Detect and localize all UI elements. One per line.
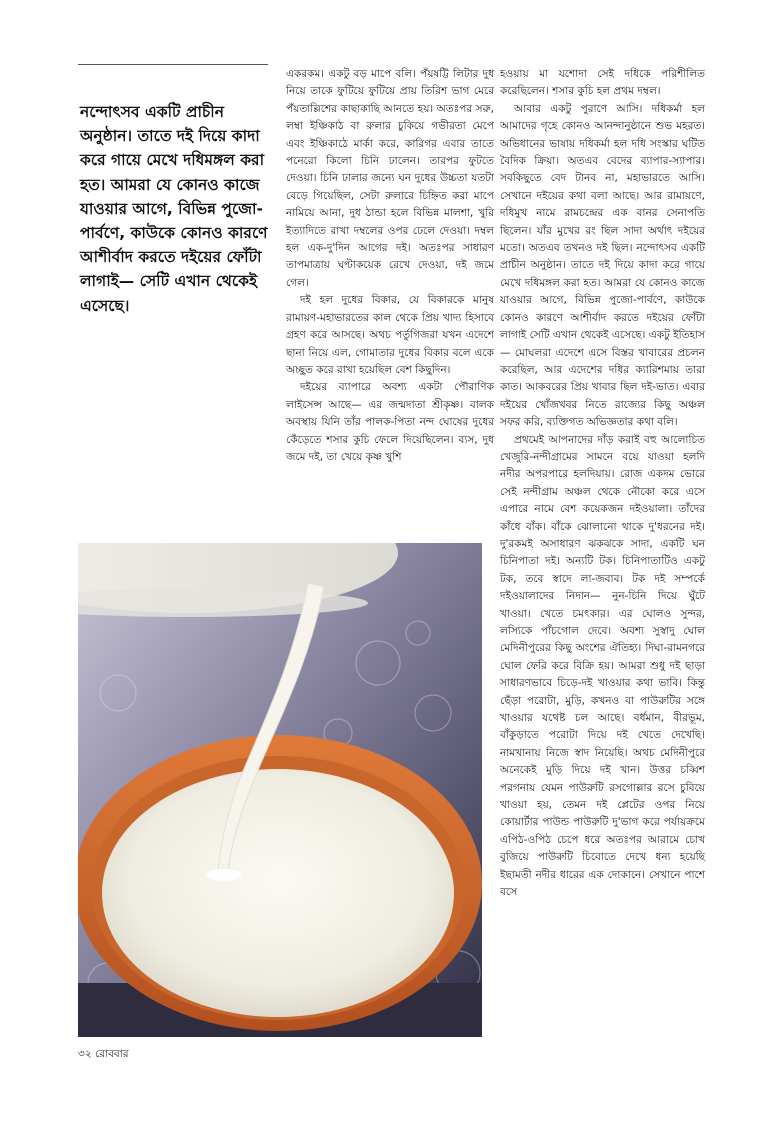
paragraph: হওয়ায় মা যশোদা সেই দধিকে পরিশীলিত করেছিলেন। শসার কুচি হল প্রথম দম্বল। xyxy=(500,68,705,98)
yogurt-pouring-photo xyxy=(78,543,482,1037)
paragraph: আবার একটু পুরাণে আসি। দধিকর্মা হল আমাদের গৃহে কোনও আনন্দানুষ্ঠানে শুভ মহরত। অভিধানের ভাষায় দধিকর্মা হল দধি সংস্কার ঘটিত বৈদিক ক্রিয়া। অতএব বেদের ব্যাপার-স্যাপার। সবকিছুতে বেদ টানব না, মহাভারতে আসি। সেখানে দইয়ের কথা বলা আছে। আর রামায়ণে, দধিমুখ নামে রামচন্দ্রের এক বানর সেনাপতি ছিলেন। যাঁর মুখের রং ছিল সাদা অর্থাৎ দইয়ের মতো। অতএব তখনও দই ছিল। নন্দোৎসব একটি প্রাচীন অনুষ্ঠান। তাতে দই দিয়ে কাদা করে গায়ে মেখে দধিমঙ্গল করা হত। আমরা যে কোনও কাজে যাওয়ার আগে, বিভিন্ন পুজো-পার্বণে, কাউকে কোনও কারণে আশীর্বাদ করতে দইয়ের ফোঁটা লাগাই সেটি এখান থেকেই এসেছে। একটু ইতিহাস— মোঘলরা এদেশে এসে বিস্তর খাবারের প্রচলন করেছিল, আর এদেশের দধির ক্যারিশমায় তারা কাত। আকবরের প্রিয় খাবার ছিল দই-ভাত। এবার দইয়ের খোঁজখবর নিতে রাজ্যের কিছু অঞ্চল সফর করি, ব্যক্তিগত অভিজ্ঞতার কথা বলি। xyxy=(500,102,705,429)
paragraph: একরকম। একটু বড় মাপে বলি। পঁয়ষট্টি লিটার দুধ নিয়ে তাকে ফুটিয়ে ফুটিয়ে প্রায় তিরিশ ভাগ মেরে পঁয়তাল্লিশের কাছাকাছি আনতে হয়। অতঃপর সরু, লম্বা ইঞ্চিকাঠ বা রুলার চুকিয়ে গভীরতা মেপে এবং ইঞ্চিকাঠে মার্কা করে, কারিগর এবার তাতে পনেরো কিলো চিনি ঢালেন। তারপর ফুটতে দেওয়া। চিনি ঢালার জন্যে ঘন দুধের উচ্চতা যতটা বেড়ে গিয়েছিল, সেটা রুলারে চিহ্নিত করা মাপে নামিয়ে আনা, দুধ ঠান্ডা হলে বিভিন্ন মালশা, খুরি ইত্যাদিতে রাখা দম্বলের ওপর ঢেলে দেওয়া। দম্বল হল এক-দু'দিন আগের দই। অতঃপর সাধারণ তাপমাত্রায় ঘণ্টাকয়েক রেখে দেওয়া, দই জমে গেল। xyxy=(286,68,494,289)
article-column-middle xyxy=(286,66,494,466)
article-column-right xyxy=(500,66,705,902)
top-rule xyxy=(78,64,268,65)
page-footer: ৩২ রোববার xyxy=(78,1048,129,1060)
paragraph: প্রথমেই আপনাদের দাঁড় করাই বহু আলোচিত খেজুরি-নন্দীগ্রামের সামনে বয়ে যাওয়া হলদি নদীর অপরপারে হলদিয়ায়। রোজ একদম ভোরে সেই নন্দীগ্রাম অঞ্চল থেকে নৌকো করে এসে এপারে নামে বেশ কয়েকজন দইওয়ালা। তাঁদের কাঁধে বাঁক। বাঁকে ঝোলানো থাকে দু'ধরনের দই। দু'রকমই অসাধারণ ঝকঝকে সাদা, একটি ঘন চিনিপাতা দই। অন্যটি টক। চিনিপাতাটিও একটু টক, তবে স্বাদে লা-জবাব। টক দই সম্পর্কে দইওয়ালাদের নিদান— নুন-চিনি দিয়ে ঘুঁটে খাওয়া। খেতে চমৎকার। এর ঘোলও সুন্দর, লস্যিকে পাঁচগোল দেবে। অবশ্য সুস্বাদু ঘোল মেদিনীপুরের কিছু অংশের ঐতিহ্য। দিঘা-রামনগরে ঘোল ফেরি করে বিক্রি হয়। আমরা শুধু দই ছাড়া সাধারণভাবে চিড়ে-দই খাওয়ার কথা ভাবি। কিন্তু ছেঁড়া পরোটা, মুড়ি, কখনও বা পাউরুটির সঙ্গে খাওয়ার যথেষ্ট চল আছে। বর্ধমান, বীরভূম, বাঁকুড়াতে পরোটা দিয়ে দই খেতে দেখেছি। নামখানায় নিজে স্বাদ নিয়েছি। অথচ মেদিনীপুরে অনেকেই মুড়ি দিয়ে দই খান। উত্তর চব্বিশ পরগনায় যেমন পাউরুটি রসগোল্লার রসে চুবিয়ে খাওয়া হয়, তেমন দই প্লেটের ওপর নিয়ে কোয়ার্টার পাউন্ড পাউরুটি দু'ভাগ করে পর্যায়ক্রমে এপিঠ-ওপিঠ চেপে ধরে অতঃপর আরামে চোখ বুজিয়ে পাউরুটি চিবোতে দেখে ধন্য হয়েছি ইছামতী নদীর ধারের এক দোকানে। সেখানে পাশে বসে xyxy=(500,433,705,899)
paragraph: দইয়ের ব্যাপারে অবশ্য একটা পৌরাণিক লাইসেন্স আছে— এর জন্মদাতা শ্রীকৃষ্ণ। বালক অবস্থায় যিনি তাঁর পালক-পিতা নন্দ ঘোষের দুধের কেঁড়েতে শসার কুচি ফেলে দিয়েছিলেন। ব্যস, দুধ জমে দই, তা খেয়ে কৃষ্ণ খুশি xyxy=(286,381,494,463)
paragraph: দই হল দুধের বিকার, যে বিকারকে মানুষ রামায়ণ-মহাভারতের কাল থেকে প্রিয় খাদ্য হিসাবে গ্রহণ করে আসছে। অথচ পর্তুগিজরা যখন এদেশে ছানা নিয়ে এল, গোমাতার দুধের বিকার বলে একে অচ্ছুত করে রাখা হয়েছিল বেশ কিছুদিন। xyxy=(286,294,494,376)
pull-quote: নন্দোৎসব একটি প্রাচীন অনুষ্ঠান। তাতে দই দিয়ে কাদা করে গায়ে মেখে দধিমঙ্গল করা হত। আমরা যে কোনও কাজে যাওয়ার আগে, বিভিন্ন পুজো-পার্বণে, কাউকে কোনও কারণে আশীর্বাদ করতে দইয়ের ফোঁটা লাগাই— সেটি এখান থেকেই এসেছে। xyxy=(80,103,268,315)
